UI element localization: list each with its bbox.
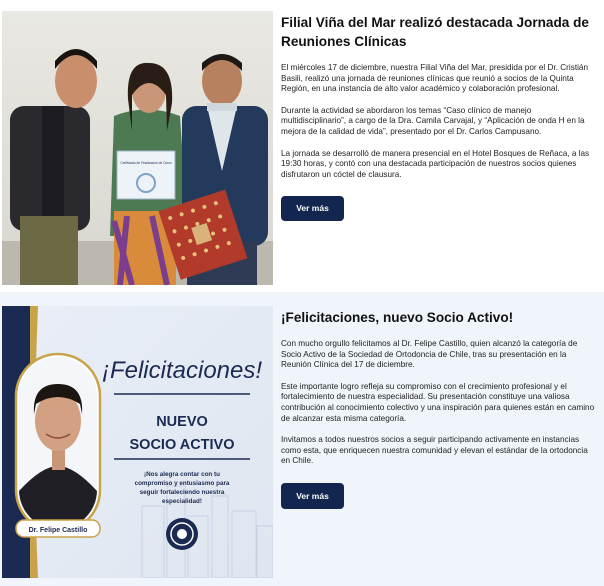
poster-message-line: seguir fortaleciendo nuestra (139, 489, 225, 496)
ver-mas-button[interactable]: Ver más (281, 483, 344, 509)
article-paragraph: Con mucho orgullo felicitamos al Dr. Felipe Castillo, quien alcanzó la categoría de Socio Activo de la Sociedad de Ortodoncia de Chile, tras su presentación en la Reunión Clínica del 17 de diciembre. (281, 339, 578, 370)
article-body (281, 13, 597, 221)
article-paragraph: El miércoles 17 de diciembre, nuestra Filial Viña del Mar, presidida por el Dr. Cristián Basili, realizó una jornada de reuniones clínicas que reunió a socios de la Quinta Región, en una instancia de alto valor académico y colaboración profesional. (281, 63, 589, 94)
congratulations-poster (2, 306, 273, 578)
article-paragraph: Durante la actividad se abordaron los temas “Caso clínico de manejo multidisciplinario”, a cargo de la Dra. Camila Carvajal, y “Aplicación de onda H en la mejora de la calidad de vida”, presentado por el Dr. Carlos Campusano. (281, 105, 585, 136)
poster-greeting: ¡Felicitaciones! (101, 357, 263, 384)
poster-headline-2: SOCIO ACTIVO (129, 437, 235, 453)
ver-mas-button[interactable]: Ver más (281, 196, 344, 221)
event-photo (2, 11, 273, 285)
certificate-label: Certificado de Finalización de Curso (120, 161, 172, 165)
article-paragraph: Invitamos a todos nuestros socios a seguir participando activamente en instancias como esta, que enriquecen nuestra comunidad y elevan el estándar de la ortodoncia en Chile. (281, 435, 588, 466)
news-card-jornada (0, 0, 604, 290)
poster-name-tag: Dr. Felipe Castillo (28, 527, 88, 534)
poster-message-line: especialidad! (162, 498, 202, 505)
poster-message-line: compromiso y entusiasmo para (134, 480, 230, 487)
article-paragraph: La jornada se desarrolló de manera presencial en el Hotel Bosques de Reñaca, a las 19:30 horas, y contó con una destacada participación de nuestros socios quienes disfrutaron un cóctel de clausura. (281, 148, 590, 179)
article-body (281, 308, 597, 509)
article-title: ¡Felicitaciones, nuevo Socio Activo! (281, 310, 514, 325)
news-card-socio-activo (0, 292, 604, 586)
poster-headline-1: NUEVO (156, 414, 208, 430)
poster-message-line: ¡Nos alegra contar con tu (144, 471, 220, 478)
article-title: Filial Viña del Mar realizó destacada Jornada de Reuniones Clínicas (281, 15, 589, 49)
member-portrait (16, 354, 100, 532)
article-paragraph: Este importante logro refleja su compromiso con el crecimiento profesional y el fortalecimiento de nuestra especialidad. Su presentación constituye una valiosa contribución al conocimiento colectivo y una inspiración para quienes están en camino de alcanzar esta misma categoría. (281, 381, 595, 423)
society-logo-icon (166, 518, 198, 550)
